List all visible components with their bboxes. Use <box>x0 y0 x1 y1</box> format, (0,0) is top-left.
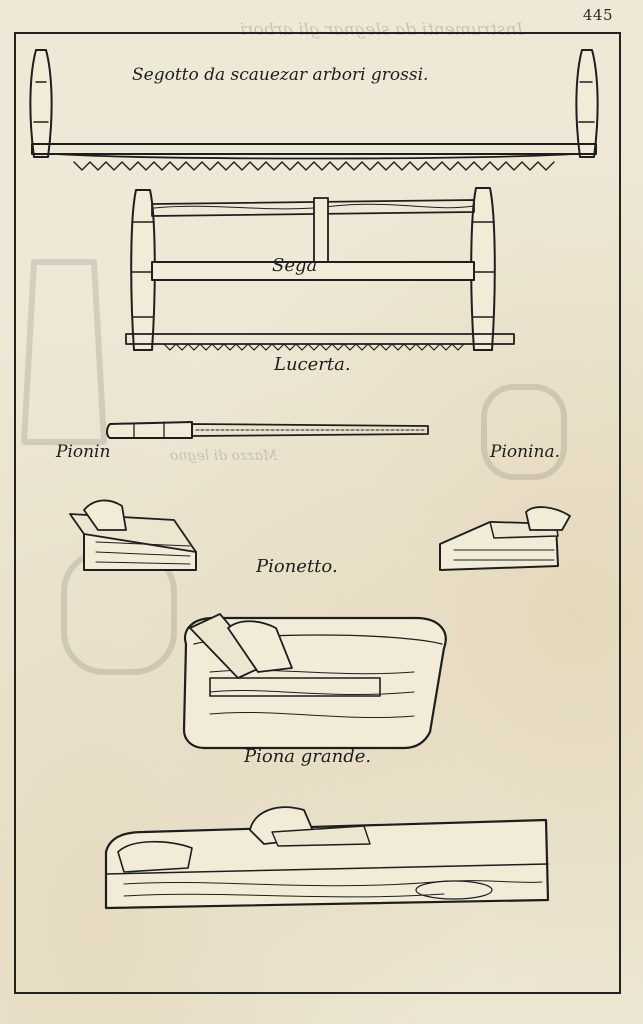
label-sega: Sega <box>272 255 318 276</box>
label-pionina: Pionina. <box>490 442 560 462</box>
page-number: 445 <box>582 6 613 24</box>
sega-frame-saw-illustration <box>126 188 514 350</box>
label-piona-grande: Piona grande. <box>244 746 372 767</box>
label-lucerta: Lucerta. <box>274 354 351 375</box>
label-pionetto: Pionetto. <box>256 556 338 577</box>
label-pionin: Pionin <box>56 442 111 462</box>
bleed-through-text-top: Instrumenti da slegnar gli arbori <box>240 20 524 40</box>
pionina-plane-illustration <box>440 507 570 570</box>
pionin-plane-illustration <box>70 500 196 570</box>
label-segotto: Segotto da scauezar arbori grossi. <box>132 65 429 85</box>
lucerta-rasp-illustration <box>107 422 428 438</box>
pionetto-plane-illustration <box>184 614 446 748</box>
bleed-through-text-middle: Mazzo di legno <box>170 448 278 464</box>
piona-grande-plane-illustration <box>106 807 548 908</box>
woodcut-illustrations <box>14 32 621 994</box>
